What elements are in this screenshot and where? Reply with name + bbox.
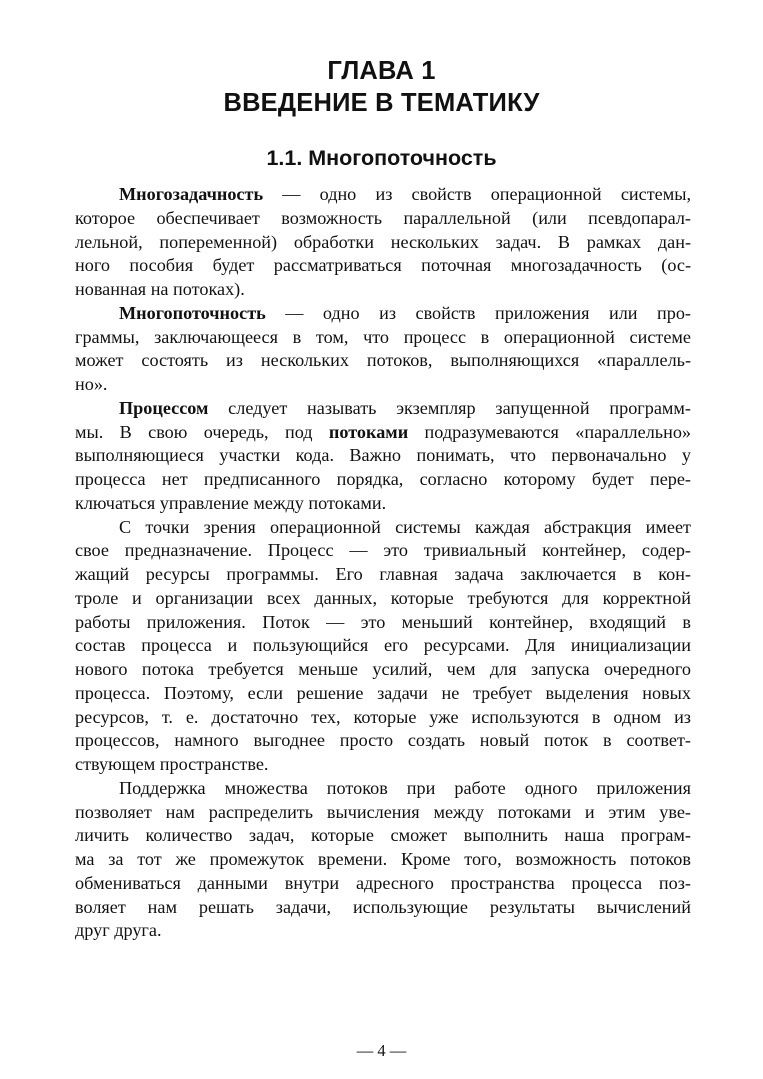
paragraph (75, 302, 691, 397)
page-number: — 4 — (356, 1041, 407, 1060)
text-line: которое обеспечивает возможность параллельной (или псевдопарал- (75, 207, 691, 228)
text-line: мы. В свою очередь, под потоками подразумеваются «параллельно» (75, 421, 692, 442)
text-line: друг друга. (75, 920, 162, 941)
text-line: жащий ресурсы программы. Его главная задача заключается в кон- (75, 564, 691, 584)
text-line: процессов, намного выгоднее просто создать новый поток в соответ- (75, 730, 691, 751)
chapter-title: ВВЕДЕНИЕ В ТЕМАТИКУ (223, 89, 540, 117)
text-line: Многозадачность — одно из свойств операционной системы, (119, 184, 691, 204)
text-line: ключаться управление между потоками. (75, 492, 387, 513)
text-line: обмениваться данными внутри адресного пространства процесса поз- (75, 872, 691, 893)
term: потоками (328, 421, 409, 442)
text-line: граммы, заключающееся в том, что процесс в операционной системе (75, 326, 691, 347)
text-line: Многопоточность — одно из свойств приложения или про- (119, 302, 691, 323)
text-line: работы приложения. Поток — это меньший контейнер, входящий в (75, 611, 691, 632)
term: Процессом (119, 397, 209, 418)
paragraph (75, 397, 691, 516)
text-line: нового потока требуется меньше усилий, чем для запуска очередного (75, 659, 691, 679)
text-line: нованная на потоках). (75, 279, 245, 299)
text-line: но». (75, 374, 108, 394)
term: Многозадачность (119, 184, 264, 204)
text-line: воляет нам решать задачи, использующие результаты вычислений (75, 896, 691, 917)
chapter-label: ГЛАВА 1 (327, 57, 436, 85)
text-line: Процессом следует называть экземпляр запущенной программ- (119, 397, 691, 418)
text-line: лельной, попеременной) обработки нескольких задач. В рамках дан- (75, 231, 691, 252)
text-line: ствующем пространстве. (75, 754, 269, 774)
text-line: состав процесса и пользующийся его ресурсами. Для инициализации (75, 635, 691, 656)
text-line: может состоять из нескольких потоков, выполняющихся «параллель- (75, 350, 691, 371)
term: Многопоточность (119, 302, 266, 323)
text-line: троле и организации всех данных, которые требуются для корректной (75, 587, 691, 608)
text-line: свое предназначение. Процесс — это тривиальный контейнер, содер- (75, 540, 691, 561)
text-line: процесса нет предписанного порядка, согласно которому будет пере- (75, 469, 691, 489)
text-line: ресурсов, т. е. достаточно тех, которые уже используются в одном из (75, 706, 691, 727)
paragraph (75, 777, 691, 943)
text-line: ма за тот же промежуток времени. Кроме того, возможность потоков (75, 849, 691, 869)
paragraph (75, 516, 691, 777)
text-line: позволяет нам распределить вычисления между потоками и этим уве- (75, 801, 691, 822)
paragraph (75, 183, 691, 302)
text-line: С точки зрения операционной системы каждая абстракция имеет (119, 516, 691, 537)
text-line: Поддержка множества потоков при работе одного приложения (119, 777, 691, 798)
section-title: 1.1. Многопоточность (266, 146, 497, 170)
text-line: выполняющиеся участки кода. Важно понимать, что первоначально у (75, 445, 691, 466)
text-line: ного пособия будет рассматриваться поточная многозадачность (ос- (75, 255, 691, 276)
text-line: процесса. Поэтому, если решение задачи не требует выделения новых (75, 682, 691, 703)
text-line: личить количество задач, которые сможет выполнить наша програм- (75, 825, 691, 846)
body-text (75, 183, 691, 943)
